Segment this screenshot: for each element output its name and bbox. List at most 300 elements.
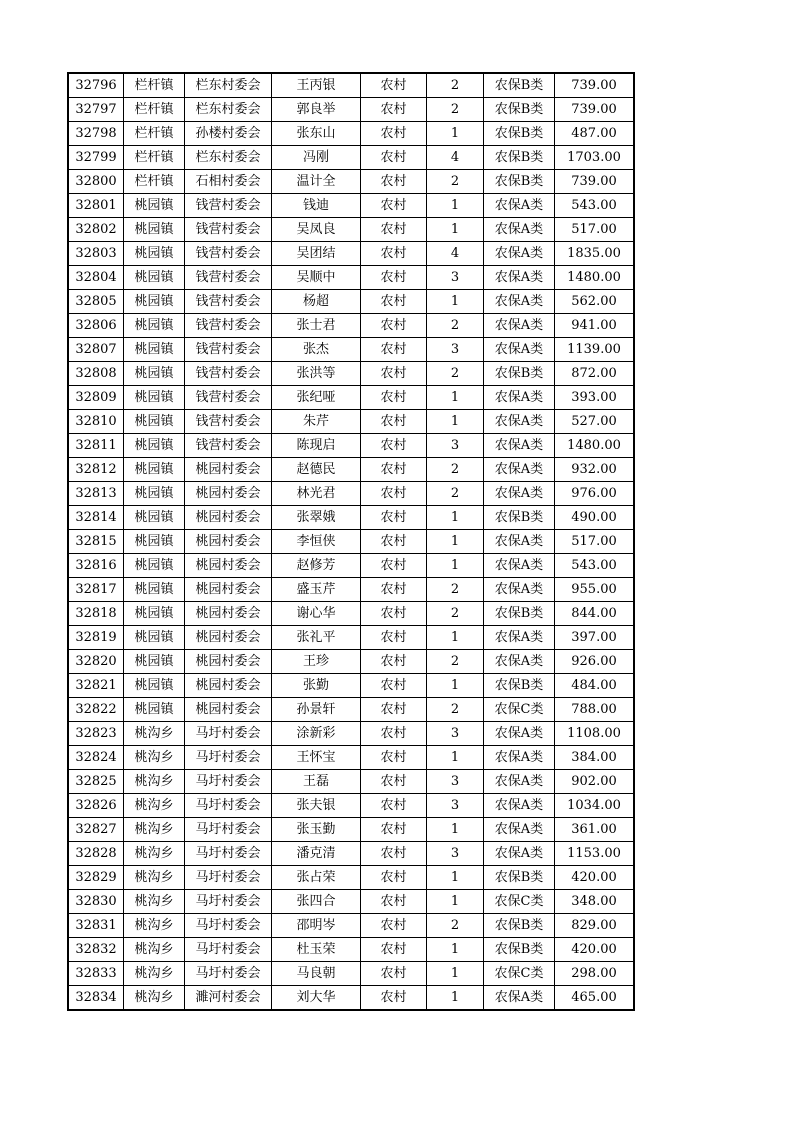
record-id-cell: 32799 <box>68 146 124 170</box>
town-cell: 桃园镇 <box>124 650 185 674</box>
amount-cell: 829.00 <box>555 914 635 938</box>
household-count-cell: 1 <box>427 290 484 314</box>
record-id-cell: 32810 <box>68 410 124 434</box>
village-committee-cell: 钱营村委会 <box>185 242 272 266</box>
amount-cell: 420.00 <box>555 866 635 890</box>
area-type-cell: 农村 <box>361 170 427 194</box>
amount-cell: 932.00 <box>555 458 635 482</box>
table-row <box>68 506 634 530</box>
table-row <box>68 602 634 626</box>
table-row <box>68 674 634 698</box>
record-id-cell: 32834 <box>68 986 124 1011</box>
town-cell: 桃园镇 <box>124 338 185 362</box>
amount-cell: 1703.00 <box>555 146 635 170</box>
town-cell: 桃园镇 <box>124 194 185 218</box>
amount-cell: 397.00 <box>555 626 635 650</box>
record-id-cell: 32817 <box>68 578 124 602</box>
amount-cell: 298.00 <box>555 962 635 986</box>
area-type-cell: 农村 <box>361 938 427 962</box>
town-cell: 栏杆镇 <box>124 73 185 98</box>
person-name-cell: 孙景轩 <box>272 698 361 722</box>
area-type-cell: 农村 <box>361 290 427 314</box>
insurance-class-cell: 农保A类 <box>484 266 555 290</box>
insurance-class-cell: 农保A类 <box>484 770 555 794</box>
insurance-class-cell: 农保A类 <box>484 746 555 770</box>
table-row <box>68 914 634 938</box>
record-id-cell: 32803 <box>68 242 124 266</box>
record-id-cell: 32816 <box>68 554 124 578</box>
household-count-cell: 1 <box>427 890 484 914</box>
village-committee-cell: 桃园村委会 <box>185 506 272 530</box>
insurance-class-cell: 农保A类 <box>484 650 555 674</box>
town-cell: 桃沟乡 <box>124 794 185 818</box>
household-count-cell: 2 <box>427 73 484 98</box>
insurance-class-cell: 农保A类 <box>484 818 555 842</box>
table-row <box>68 338 634 362</box>
area-type-cell: 农村 <box>361 146 427 170</box>
person-name-cell: 吴凤良 <box>272 218 361 242</box>
household-count-cell: 2 <box>427 578 484 602</box>
town-cell: 栏杆镇 <box>124 98 185 122</box>
insurance-class-cell: 农保B类 <box>484 602 555 626</box>
household-count-cell: 2 <box>427 458 484 482</box>
town-cell: 桃沟乡 <box>124 890 185 914</box>
amount-cell: 739.00 <box>555 98 635 122</box>
record-id-cell: 32823 <box>68 722 124 746</box>
area-type-cell: 农村 <box>361 914 427 938</box>
amount-cell: 1034.00 <box>555 794 635 818</box>
amount-cell: 844.00 <box>555 602 635 626</box>
table-row <box>68 770 634 794</box>
record-id-cell: 32818 <box>68 602 124 626</box>
village-committee-cell: 钱营村委会 <box>185 362 272 386</box>
table-row <box>68 890 634 914</box>
town-cell: 桃园镇 <box>124 554 185 578</box>
area-type-cell: 农村 <box>361 578 427 602</box>
village-committee-cell: 桃园村委会 <box>185 698 272 722</box>
town-cell: 桃沟乡 <box>124 986 185 1011</box>
table-row <box>68 626 634 650</box>
area-type-cell: 农村 <box>361 194 427 218</box>
town-cell: 桃园镇 <box>124 602 185 626</box>
area-type-cell: 农村 <box>361 314 427 338</box>
amount-cell: 543.00 <box>555 194 635 218</box>
record-id-cell: 32798 <box>68 122 124 146</box>
town-cell: 桃园镇 <box>124 362 185 386</box>
town-cell: 桃园镇 <box>124 458 185 482</box>
village-committee-cell: 桃园村委会 <box>185 578 272 602</box>
amount-cell: 902.00 <box>555 770 635 794</box>
town-cell: 桃园镇 <box>124 218 185 242</box>
area-type-cell: 农村 <box>361 962 427 986</box>
town-cell: 桃沟乡 <box>124 962 185 986</box>
table-row <box>68 578 634 602</box>
table-row <box>68 146 634 170</box>
town-cell: 桃园镇 <box>124 482 185 506</box>
person-name-cell: 冯刚 <box>272 146 361 170</box>
household-count-cell: 2 <box>427 602 484 626</box>
amount-cell: 527.00 <box>555 410 635 434</box>
person-name-cell: 马良朝 <box>272 962 361 986</box>
amount-cell: 562.00 <box>555 290 635 314</box>
insurance-class-cell: 农保A类 <box>484 218 555 242</box>
insurance-class-cell: 农保B类 <box>484 170 555 194</box>
insurance-class-cell: 农保B类 <box>484 938 555 962</box>
area-type-cell: 农村 <box>361 458 427 482</box>
amount-cell: 465.00 <box>555 986 635 1011</box>
household-count-cell: 1 <box>427 194 484 218</box>
town-cell: 桃园镇 <box>124 266 185 290</box>
amount-cell: 384.00 <box>555 746 635 770</box>
table-row <box>68 170 634 194</box>
town-cell: 桃园镇 <box>124 578 185 602</box>
household-count-cell: 2 <box>427 650 484 674</box>
record-id-cell: 32813 <box>68 482 124 506</box>
village-committee-cell: 马圩村委会 <box>185 962 272 986</box>
area-type-cell: 农村 <box>361 218 427 242</box>
record-id-cell: 32824 <box>68 746 124 770</box>
table-row <box>68 242 634 266</box>
town-cell: 桃沟乡 <box>124 938 185 962</box>
insurance-class-cell: 农保A类 <box>484 458 555 482</box>
insurance-class-cell: 农保A类 <box>484 338 555 362</box>
area-type-cell: 农村 <box>361 362 427 386</box>
household-count-cell: 1 <box>427 410 484 434</box>
area-type-cell: 农村 <box>361 842 427 866</box>
record-id-cell: 32801 <box>68 194 124 218</box>
table-row <box>68 98 634 122</box>
area-type-cell: 农村 <box>361 674 427 698</box>
household-count-cell: 2 <box>427 362 484 386</box>
insurance-class-cell: 农保B类 <box>484 146 555 170</box>
village-committee-cell: 马圩村委会 <box>185 746 272 770</box>
insurance-class-cell: 农保C类 <box>484 962 555 986</box>
person-name-cell: 张礼平 <box>272 626 361 650</box>
area-type-cell: 农村 <box>361 602 427 626</box>
town-cell: 桃园镇 <box>124 698 185 722</box>
insurance-class-cell: 农保A类 <box>484 626 555 650</box>
area-type-cell: 农村 <box>361 73 427 98</box>
area-type-cell: 农村 <box>361 722 427 746</box>
amount-cell: 484.00 <box>555 674 635 698</box>
village-committee-cell: 栏东村委会 <box>185 98 272 122</box>
area-type-cell: 农村 <box>361 770 427 794</box>
area-type-cell: 农村 <box>361 986 427 1011</box>
insurance-class-cell: 农保C类 <box>484 890 555 914</box>
area-type-cell: 农村 <box>361 890 427 914</box>
insurance-class-cell: 农保A类 <box>484 530 555 554</box>
insurance-class-cell: 农保B类 <box>484 866 555 890</box>
village-committee-cell: 马圩村委会 <box>185 818 272 842</box>
record-id-cell: 32826 <box>68 794 124 818</box>
household-count-cell: 1 <box>427 530 484 554</box>
town-cell: 桃园镇 <box>124 626 185 650</box>
table-row <box>68 530 634 554</box>
person-name-cell: 钱迪 <box>272 194 361 218</box>
household-count-cell: 1 <box>427 938 484 962</box>
roster-table <box>67 72 635 1011</box>
insurance-class-cell: 农保A类 <box>484 722 555 746</box>
amount-cell: 1108.00 <box>555 722 635 746</box>
insurance-class-cell: 农保A类 <box>484 842 555 866</box>
household-count-cell: 3 <box>427 434 484 458</box>
person-name-cell: 潘克清 <box>272 842 361 866</box>
area-type-cell: 农村 <box>361 698 427 722</box>
town-cell: 桃沟乡 <box>124 866 185 890</box>
table-row <box>68 986 634 1011</box>
village-committee-cell: 钱营村委会 <box>185 266 272 290</box>
person-name-cell: 吴顺中 <box>272 266 361 290</box>
insurance-class-cell: 农保B类 <box>484 674 555 698</box>
table-row <box>68 554 634 578</box>
insurance-class-cell: 农保A类 <box>484 482 555 506</box>
amount-cell: 941.00 <box>555 314 635 338</box>
area-type-cell: 农村 <box>361 482 427 506</box>
area-type-cell: 农村 <box>361 338 427 362</box>
household-count-cell: 1 <box>427 122 484 146</box>
person-name-cell: 张占荣 <box>272 866 361 890</box>
area-type-cell: 农村 <box>361 98 427 122</box>
area-type-cell: 农村 <box>361 410 427 434</box>
insurance-class-cell: 农保B类 <box>484 122 555 146</box>
table-row <box>68 218 634 242</box>
amount-cell: 788.00 <box>555 698 635 722</box>
person-name-cell: 谢心华 <box>272 602 361 626</box>
person-name-cell: 王珍 <box>272 650 361 674</box>
person-name-cell: 李恒侠 <box>272 530 361 554</box>
person-name-cell: 张士君 <box>272 314 361 338</box>
town-cell: 桃园镇 <box>124 410 185 434</box>
village-committee-cell: 马圩村委会 <box>185 794 272 818</box>
insurance-class-cell: 农保C类 <box>484 698 555 722</box>
amount-cell: 487.00 <box>555 122 635 146</box>
village-committee-cell: 濉河村委会 <box>185 986 272 1011</box>
village-committee-cell: 桃园村委会 <box>185 554 272 578</box>
person-name-cell: 张杰 <box>272 338 361 362</box>
record-id-cell: 32815 <box>68 530 124 554</box>
person-name-cell: 张夫银 <box>272 794 361 818</box>
amount-cell: 361.00 <box>555 818 635 842</box>
person-name-cell: 涂新彩 <box>272 722 361 746</box>
household-count-cell: 4 <box>427 146 484 170</box>
town-cell: 桃沟乡 <box>124 722 185 746</box>
village-committee-cell: 桃园村委会 <box>185 458 272 482</box>
table-row <box>68 842 634 866</box>
table-row <box>68 410 634 434</box>
household-count-cell: 2 <box>427 314 484 338</box>
area-type-cell: 农村 <box>361 266 427 290</box>
amount-cell: 490.00 <box>555 506 635 530</box>
village-committee-cell: 钱营村委会 <box>185 434 272 458</box>
village-committee-cell: 钱营村委会 <box>185 218 272 242</box>
amount-cell: 976.00 <box>555 482 635 506</box>
person-name-cell: 赵德民 <box>272 458 361 482</box>
household-count-cell: 2 <box>427 698 484 722</box>
town-cell: 桃园镇 <box>124 242 185 266</box>
insurance-class-cell: 农保A类 <box>484 794 555 818</box>
village-committee-cell: 桃园村委会 <box>185 602 272 626</box>
household-count-cell: 4 <box>427 242 484 266</box>
table-row <box>68 482 634 506</box>
insurance-class-cell: 农保B类 <box>484 914 555 938</box>
town-cell: 桃园镇 <box>124 674 185 698</box>
record-id-cell: 32825 <box>68 770 124 794</box>
amount-cell: 543.00 <box>555 554 635 578</box>
person-name-cell: 杨超 <box>272 290 361 314</box>
household-count-cell: 3 <box>427 770 484 794</box>
record-id-cell: 32806 <box>68 314 124 338</box>
household-count-cell: 2 <box>427 914 484 938</box>
table-row <box>68 290 634 314</box>
insurance-class-cell: 农保A类 <box>484 194 555 218</box>
town-cell: 桃园镇 <box>124 290 185 314</box>
town-cell: 桃沟乡 <box>124 842 185 866</box>
household-count-cell: 1 <box>427 386 484 410</box>
insurance-class-cell: 农保B类 <box>484 506 555 530</box>
amount-cell: 420.00 <box>555 938 635 962</box>
village-committee-cell: 栏东村委会 <box>185 146 272 170</box>
area-type-cell: 农村 <box>361 122 427 146</box>
village-committee-cell: 钱营村委会 <box>185 386 272 410</box>
area-type-cell: 农村 <box>361 866 427 890</box>
record-id-cell: 32805 <box>68 290 124 314</box>
amount-cell: 517.00 <box>555 218 635 242</box>
amount-cell: 955.00 <box>555 578 635 602</box>
village-committee-cell: 钱营村委会 <box>185 290 272 314</box>
town-cell: 桃园镇 <box>124 530 185 554</box>
table-row <box>68 698 634 722</box>
record-id-cell: 32828 <box>68 842 124 866</box>
town-cell: 桃沟乡 <box>124 770 185 794</box>
household-count-cell: 1 <box>427 674 484 698</box>
table-row <box>68 794 634 818</box>
record-id-cell: 32809 <box>68 386 124 410</box>
household-count-cell: 2 <box>427 170 484 194</box>
record-id-cell: 32830 <box>68 890 124 914</box>
town-cell: 栏杆镇 <box>124 170 185 194</box>
table-row <box>68 266 634 290</box>
person-name-cell: 张勤 <box>272 674 361 698</box>
town-cell: 栏杆镇 <box>124 146 185 170</box>
area-type-cell: 农村 <box>361 746 427 770</box>
person-name-cell: 温计全 <box>272 170 361 194</box>
person-name-cell: 王怀宝 <box>272 746 361 770</box>
town-cell: 桃园镇 <box>124 506 185 530</box>
insurance-class-cell: 农保B类 <box>484 98 555 122</box>
table-row <box>68 194 634 218</box>
household-count-cell: 1 <box>427 962 484 986</box>
town-cell: 桃园镇 <box>124 386 185 410</box>
insurance-class-cell: 农保B类 <box>484 362 555 386</box>
household-count-cell: 1 <box>427 986 484 1011</box>
record-id-cell: 32811 <box>68 434 124 458</box>
town-cell: 栏杆镇 <box>124 122 185 146</box>
household-count-cell: 3 <box>427 842 484 866</box>
town-cell: 桃园镇 <box>124 434 185 458</box>
village-committee-cell: 桃园村委会 <box>185 530 272 554</box>
amount-cell: 926.00 <box>555 650 635 674</box>
person-name-cell: 郭良举 <box>272 98 361 122</box>
person-name-cell: 王磊 <box>272 770 361 794</box>
person-name-cell: 朱芹 <box>272 410 361 434</box>
amount-cell: 1139.00 <box>555 338 635 362</box>
village-committee-cell: 石相村委会 <box>185 170 272 194</box>
person-name-cell: 刘大华 <box>272 986 361 1011</box>
person-name-cell: 张四合 <box>272 890 361 914</box>
record-id-cell: 32812 <box>68 458 124 482</box>
area-type-cell: 农村 <box>361 626 427 650</box>
table-row <box>68 746 634 770</box>
table-row <box>68 938 634 962</box>
village-committee-cell: 马圩村委会 <box>185 722 272 746</box>
village-committee-cell: 马圩村委会 <box>185 938 272 962</box>
table-row <box>68 962 634 986</box>
household-count-cell: 3 <box>427 338 484 362</box>
village-committee-cell: 桃园村委会 <box>185 626 272 650</box>
amount-cell: 348.00 <box>555 890 635 914</box>
record-id-cell: 32807 <box>68 338 124 362</box>
village-committee-cell: 钱营村委会 <box>185 410 272 434</box>
table-row <box>68 722 634 746</box>
village-committee-cell: 马圩村委会 <box>185 866 272 890</box>
insurance-class-cell: 农保A类 <box>484 986 555 1011</box>
record-id-cell: 32831 <box>68 914 124 938</box>
amount-cell: 1480.00 <box>555 266 635 290</box>
table-row <box>68 434 634 458</box>
person-name-cell: 张翠娥 <box>272 506 361 530</box>
area-type-cell: 农村 <box>361 794 427 818</box>
village-committee-cell: 钱营村委会 <box>185 194 272 218</box>
person-name-cell: 林光君 <box>272 482 361 506</box>
household-count-cell: 1 <box>427 218 484 242</box>
household-count-cell: 3 <box>427 266 484 290</box>
table-row <box>68 650 634 674</box>
roster-body <box>68 73 634 1010</box>
record-id-cell: 32819 <box>68 626 124 650</box>
amount-cell: 393.00 <box>555 386 635 410</box>
household-count-cell: 1 <box>427 554 484 578</box>
insurance-class-cell: 农保A类 <box>484 410 555 434</box>
amount-cell: 517.00 <box>555 530 635 554</box>
amount-cell: 739.00 <box>555 170 635 194</box>
household-count-cell: 3 <box>427 794 484 818</box>
record-id-cell: 32821 <box>68 674 124 698</box>
insurance-class-cell: 农保A类 <box>484 578 555 602</box>
person-name-cell: 吴团结 <box>272 242 361 266</box>
insurance-class-cell: 农保B类 <box>484 73 555 98</box>
person-name-cell: 陈现启 <box>272 434 361 458</box>
village-committee-cell: 马圩村委会 <box>185 890 272 914</box>
area-type-cell: 农村 <box>361 554 427 578</box>
town-cell: 桃沟乡 <box>124 746 185 770</box>
record-id-cell: 32829 <box>68 866 124 890</box>
table-row <box>68 314 634 338</box>
area-type-cell: 农村 <box>361 242 427 266</box>
area-type-cell: 农村 <box>361 386 427 410</box>
insurance-class-cell: 农保A类 <box>484 290 555 314</box>
record-id-cell: 32808 <box>68 362 124 386</box>
household-count-cell: 1 <box>427 866 484 890</box>
area-type-cell: 农村 <box>361 530 427 554</box>
village-committee-cell: 栏东村委会 <box>185 73 272 98</box>
record-id-cell: 32797 <box>68 98 124 122</box>
person-name-cell: 张洪等 <box>272 362 361 386</box>
village-committee-cell: 孙楼村委会 <box>185 122 272 146</box>
record-id-cell: 32814 <box>68 506 124 530</box>
person-name-cell: 张玉勤 <box>272 818 361 842</box>
village-committee-cell: 钱营村委会 <box>185 314 272 338</box>
amount-cell: 739.00 <box>555 73 635 98</box>
